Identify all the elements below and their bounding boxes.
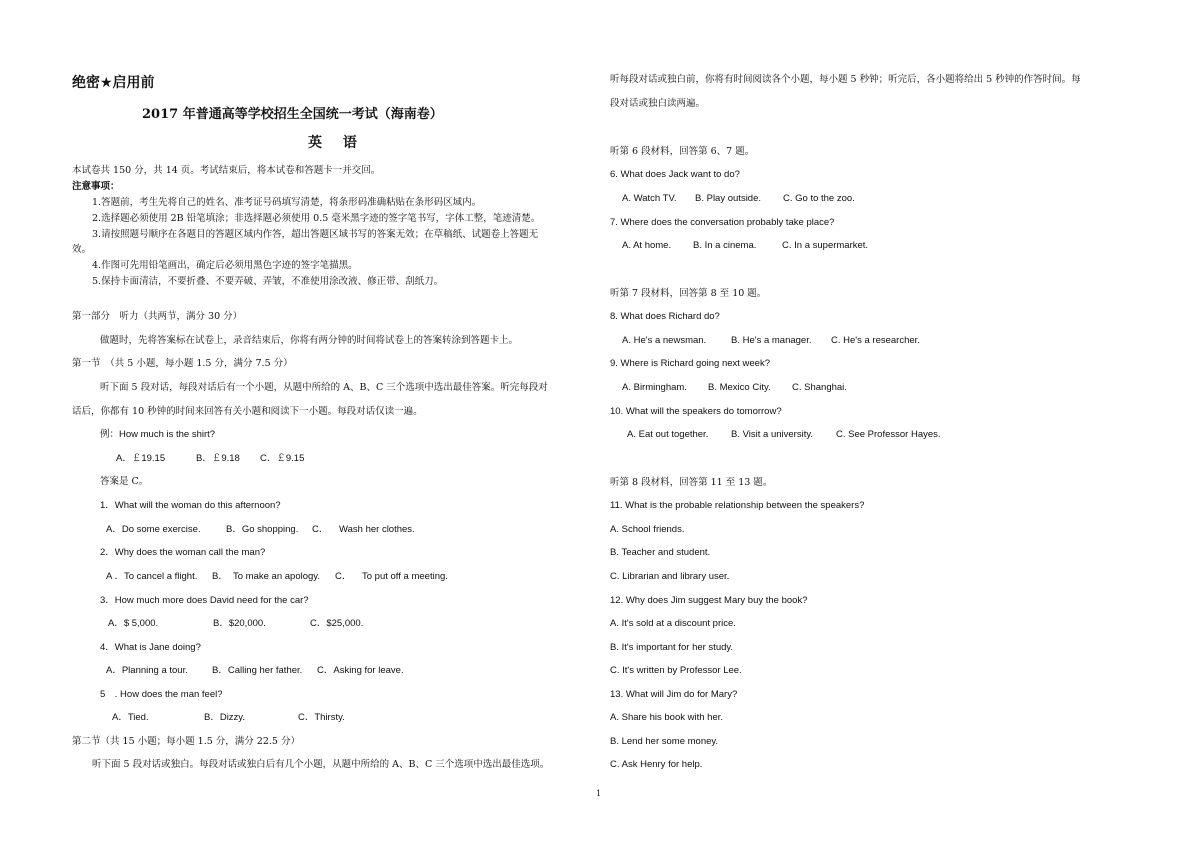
part1-instruction: 做题时，先将答案标在试卷上，录音结束后，你将有两分钟的时间将试卷上的答案转涂到答题卡上。 — [100, 335, 519, 346]
notice-item: 4.作图可先用铅笔画出，确定后必须用黑色字迹的签字笔描黑。 — [92, 260, 358, 271]
option: A．￡19.15 — [116, 453, 166, 464]
option: C. Go to the zoo. — [783, 193, 855, 204]
option: B. Visit a university. — [731, 429, 814, 440]
option: C. Ask Henry for help. — [610, 759, 703, 770]
notice-item: 效。 — [72, 244, 92, 255]
section2-heading: 第二节（共 15 小题；每小题 1.5 分，满分 22.5 分） — [72, 736, 300, 747]
question: 11. What is the probable relationship between the speakers? — [610, 500, 865, 511]
option: B．Calling her father. — [212, 665, 303, 676]
option: B. It's important for her study. — [610, 642, 734, 653]
notice-item: 5.保持卡面清洁，不要折叠、不要弄破、弄皱，不准使用涂改液、修正带、刮纸刀。 — [92, 276, 444, 287]
question-options — [627, 428, 941, 441]
section2-instruction-cont: 听每段对话或独白前，你将有时间阅读各个小题，每小题 5 秒钟；听完后，各小题将给出 5 秒钟的作答时间。每 — [610, 74, 1081, 85]
option: To make an apology. — [233, 571, 320, 582]
intro-text: 本试卷共 150 分，共 14 页。考试结束后，将本试卷和答题卡一并交回。 — [72, 165, 381, 176]
question-options — [622, 334, 920, 347]
question: 7. Where does the conversation probably take place? — [610, 217, 835, 228]
section1-heading: 第一节 （共 5 小题，每小题 1.5 分，满分 7.5 分） — [72, 358, 293, 369]
notice-item: 1.答题前，考生先将自己的姓名、准考证号码填写清楚，将条形码准确粘贴在条形码区域内。 — [92, 197, 482, 208]
question: 13. What will Jim do for Mary? — [610, 689, 738, 700]
option: A. Eat out together. — [627, 429, 709, 440]
notice-item: 3.请按照题号顺序在各题目的答题区域内作答，超出答题区域书写的答案无效；在草稿纸、试题卷上答题无 — [92, 229, 539, 240]
option: C. Librarian and library user. — [610, 571, 730, 582]
option: C. See Professor Hayes. — [836, 429, 941, 440]
option: B. Teacher and student. — [610, 547, 711, 558]
option: C. He's a researcher. — [831, 335, 920, 346]
option: A. He's a newsman. — [622, 335, 707, 346]
question: 4．What is Jane doing? — [100, 642, 201, 653]
option: A. Watch TV. — [622, 193, 677, 204]
option: A. School friends. — [610, 524, 685, 535]
option: A．$ 5,000. — [108, 618, 159, 629]
option: C. In a supermarket. — [782, 240, 869, 251]
question: 10. What will the speakers do tomorrow? — [610, 406, 782, 417]
option: C．￡9.15 — [260, 453, 305, 464]
example-options — [116, 452, 304, 465]
option: To put off a meeting. — [362, 571, 448, 582]
option: C． — [335, 571, 352, 582]
question: 2．Why does the woman call the man? — [100, 547, 266, 558]
option: A. Birmingham. — [622, 382, 687, 393]
page-number: 1 — [596, 789, 602, 798]
notice-title: 注意事项： — [72, 181, 120, 192]
option: B. He's a manager. — [731, 335, 812, 346]
question-options — [112, 711, 345, 724]
question: 8. What does Richard do? — [610, 311, 720, 322]
option: C．Thirsty. — [298, 712, 345, 723]
section1-instruction: 话后，你都有 10 秒钟的时间来回答有关小题和阅读下一小题。每段对话仅读一遍。 — [72, 406, 423, 417]
exam-title: 2017 年普通高等学校招生全国统一考试（海南卷） — [142, 107, 443, 122]
option: B．Go shopping. — [226, 524, 299, 535]
section1-instruction: 听下面 5 段对话，每段对话后有一个小题，从题中所给的 A、B、C 三个选项中选出最佳答案。听完每段对 — [100, 382, 548, 393]
question: 3．How much more does David need for the car? — [100, 595, 309, 606]
option: B. Lend her some money. — [610, 736, 719, 747]
option: Wash her clothes. — [339, 524, 415, 535]
question-options — [622, 192, 855, 205]
option: B. In a cinema. — [693, 240, 757, 251]
question-options — [622, 381, 847, 394]
question-options — [106, 570, 448, 583]
subject-title: 英 语 — [308, 135, 365, 151]
material-heading: 听第 6 段材料，回答第 6、7 题。 — [610, 146, 755, 157]
question-options — [108, 617, 363, 630]
section2-instruction: 听下面 5 段对话或独白。每段对话或独白后有几个小题，从题中所给的 A、B、C 三个选项中选出最佳选项。 — [92, 759, 550, 770]
section2-instruction-cont: 段对话或独白读两遍。 — [610, 98, 706, 109]
option: A．Tied. — [112, 712, 149, 723]
option: C. Shanghai. — [792, 382, 847, 393]
option: B．$20,000. — [213, 618, 266, 629]
question: 9. Where is Richard going next week? — [610, 358, 770, 369]
question-options — [106, 664, 404, 677]
question: 5 . How does the man feel? — [100, 689, 223, 700]
question: 6. What does Jack want to do? — [610, 169, 740, 180]
question-options — [622, 239, 868, 252]
option: C． — [312, 524, 329, 535]
option: A ．To cancel a flight. — [106, 571, 198, 582]
question: 12. Why does Jim suggest Mary buy the book? — [610, 595, 808, 606]
option: A．Do some exercise. — [106, 524, 201, 535]
option: C．Asking for leave. — [317, 665, 404, 676]
question: 1．What will the woman do this afternoon? — [100, 500, 281, 511]
part1-heading: 第一部分 听力（共两节，满分 30 分） — [72, 311, 243, 322]
option: B. Play outside. — [695, 193, 762, 204]
option: C. It's written by Professor Lee. — [610, 665, 742, 676]
question-options — [106, 523, 415, 536]
material-heading: 听第 7 段材料，回答第 8 至 10 题。 — [610, 288, 767, 299]
option: A．Planning a tour. — [106, 665, 188, 676]
option: C．$25,000. — [310, 618, 364, 629]
option: B. Mexico City. — [708, 382, 771, 393]
option: A. It's sold at a discount price. — [610, 618, 736, 629]
option: A. At home. — [622, 240, 672, 251]
example-question: 例：How much is the shirt? — [100, 429, 216, 440]
secret-label: 绝密★启用前 — [72, 75, 155, 91]
notice-item: 2.选择题必须使用 2B 铅笔填涂；非选择题必须使用 0.5 毫米黑字迹的签字笔书写，字体工整，笔迹清楚。 — [92, 213, 541, 224]
option: B． — [212, 571, 228, 582]
option: B．￡9.18 — [196, 453, 240, 464]
material-heading: 听第 8 段材料，回答第 11 至 13 题。 — [610, 477, 773, 488]
example-answer: 答案是 C。 — [100, 476, 149, 487]
option: B．Dizzy. — [204, 712, 245, 723]
option: A. Share his book with her. — [610, 712, 724, 723]
